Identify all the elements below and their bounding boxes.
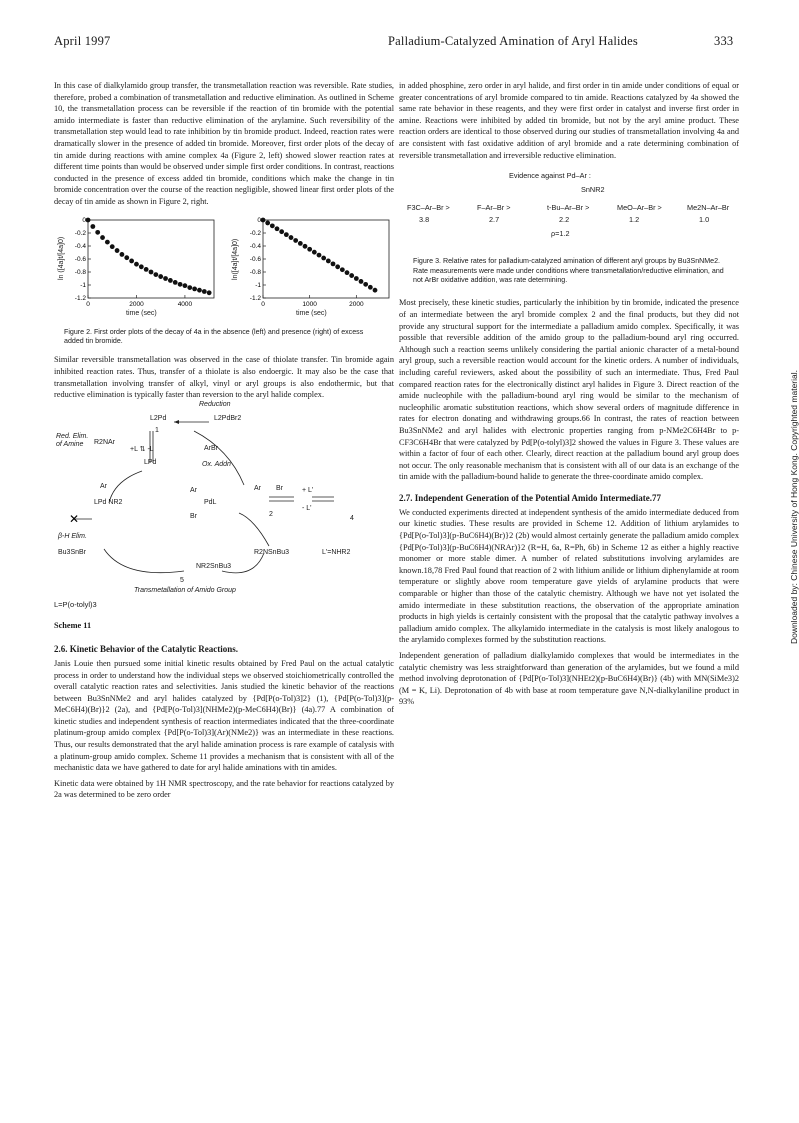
scheme-label-red-elim: Red. Elim. of Amine bbox=[56, 432, 89, 448]
scheme-species-br: Br bbox=[190, 512, 197, 520]
data-point bbox=[345, 270, 350, 275]
scheme-species-r2nar: R2NAr bbox=[94, 438, 116, 446]
paragraph: In this case of dialkylamido group transfer, the transmetallation reaction was reversible. Rate studies, therefore, probed a combination of transmetallation and reductive elimination. As outlined in Scheme 10, the transmetallation process can be reversible if the reaction of tin bromide with the potential amido intermediate is faster than reductive elimination of the arylamine. Such reversibility of the transmetallation step would lead to rate inhibition by tin bromide product. Indeed, reaction rates were dramatically slower in the presence of added tin bromide. Moreover, first order plots of the decay of tin amide during reactions with amine complex 4a (Figure 2, left) showed slower reaction rates at different time points than would be observed under simple first order conditions. In contrast, reactions conducted in the presence of excess added tin bromide, conditions which make the change in tin bromide concentration over the course of the reaction negligible, showed linear first order plots of the decay of tin amide as shown in Figure 2, right. bbox=[54, 81, 394, 206]
section-heading-2-7: 2.7. Independent Generation of the Potential Amido Intermediate.77 bbox=[399, 492, 661, 503]
data-point bbox=[187, 285, 192, 290]
scheme-species-l2pdbr2: L2PdBr2 bbox=[214, 414, 242, 422]
scheme-label-reduction: Reduction bbox=[199, 400, 231, 408]
evidence-subtitle: SnNR2 bbox=[581, 185, 605, 195]
aryl-halide-label: Me2N–Ar–Br bbox=[687, 203, 730, 213]
data-point bbox=[289, 235, 294, 240]
scheme-label-ox-addn: Ox. Addn bbox=[202, 460, 231, 468]
right-column bbox=[399, 80, 739, 708]
y-tick-label: 0 bbox=[257, 216, 261, 224]
aryl-halide-label: MeO–Ar–Br > bbox=[617, 203, 662, 213]
paragraph: Similar reversible transmetallation was observed in the case of thiolate transfer. Tin bromide again inhibited reaction rates. Thus, transfer of a thiolate is also endoergic. It may also be the case that transmetallation involving transfer of alkyl, vinyl or aryl groups is also endothermic, but that reductive elimination is typically faster than reversion to the aryl halide complex. bbox=[54, 355, 394, 400]
running-header-date: April 1997 bbox=[54, 34, 111, 48]
scheme-definition-lprime: L'=NHR2 bbox=[322, 548, 351, 556]
data-point bbox=[115, 248, 120, 253]
y-tick-label: -0.6 bbox=[74, 255, 86, 263]
scheme-species-ar: Ar bbox=[100, 482, 107, 490]
data-point bbox=[129, 258, 134, 263]
y-tick-label: -1 bbox=[255, 281, 261, 289]
data-point bbox=[163, 276, 168, 281]
relative-rate-value: 2.2 bbox=[559, 215, 570, 225]
y-tick-label: -1 bbox=[80, 281, 86, 289]
scheme-ligand-definition: L=P(o-tolyl)3 bbox=[54, 599, 97, 609]
data-point bbox=[149, 269, 154, 274]
aryl-halide-label: F3C–Ar–Br > bbox=[407, 203, 450, 213]
y-tick-label: -1.2 bbox=[74, 294, 86, 302]
data-point bbox=[359, 279, 364, 284]
scheme-species-lpd: LPd bbox=[144, 458, 157, 466]
data-point bbox=[373, 287, 378, 292]
figure-2-left-plot bbox=[54, 214, 224, 324]
evidence-title: Evidence against Pd–Ar : bbox=[509, 171, 591, 181]
data-point bbox=[120, 252, 125, 257]
data-point bbox=[279, 229, 284, 234]
scheme-label-plus-l: + L' bbox=[302, 486, 314, 494]
data-point bbox=[86, 217, 91, 222]
paragraph: Janis Louie then pursued some initial kinetic results obtained by Fred Paul on the actual catalytic process in order to understand how the individual steps we observed stoichiometrically controlled the overall catalytic reaction rates and selectivities. Janis studied the kinetic behavior of the reactions between Bu3SnNMe2 and aryl halides catalyzed by {Pd[P(o-Tol)3]2} (1), {Pd[P(o-Tol)3](p-MeC6H4)(Br)}2 (2a), and {Pd[P(o-Tol)3](NHMe2)(p-MeC6H4)(Br)} (4a).77 A combination of kinetic studies and independent synthesis of reaction intermediates indicated that the three-coordinate platinum-group amido complex {Pd[P(o-Tol)3](Ar)(NMe2)} was an intermediate in these reactions. Thus, our results demonstrated that the aryl halide amination process is rare example of catalysis with a platinum-group amido complex. Scheme 11 provides a mechanism that is consistent with all of the mechanistic data we have gathered to date for aryl halide aminations with tin amides. bbox=[54, 658, 394, 773]
data-point bbox=[307, 246, 312, 251]
scheme-11-diagram bbox=[54, 401, 394, 599]
data-point bbox=[270, 223, 275, 228]
data-point bbox=[293, 238, 298, 243]
scheme-compound-5: 5 bbox=[180, 576, 184, 584]
paragraph: in added phosphine, zero order in aryl halide, and first order in tin amide under conditions of equal or greater concentrations of aryl bromide compared to tin amide. Reactions catalyzed by 4a showed the same rate behavior in these reagents, and they were first order in catalyst and inverse first order in amine. Reactions were inhibited by added tin bromide, but not by the aryl amine product. These reaction orders are identical to those observed during our studies of transmetallation involving 4a and are consistent with fast oxidative addition of aryl bromide and a rate determining combination of reversible transmetallation and irreversible reductive elimination. bbox=[399, 81, 739, 160]
paragraph: Kinetic data were obtained by 1H NMR spectroscopy, and the rate behavior for reactions catalyzed by 2a was determined to be zero order bbox=[54, 778, 394, 800]
section-heading-2-6: 2.6. Kinetic Behavior of the Catalytic Reactions. bbox=[54, 643, 239, 654]
data-point bbox=[168, 278, 173, 283]
x-axis-label-right: time (sec) bbox=[296, 309, 327, 317]
scheme-compound-4: 4 bbox=[350, 514, 354, 522]
paragraph: We conducted experiments directed at independent synthesis of the amido intermediate deduced from our kinetic studies. These results are provided in Scheme 12. Addition of lithium arylamides to {Pd[P(o-Tol)3](p-BuC6H4)(Br)}2 (2b) would almost certainly generate the palladium amido complex {Pd[P(o-Tol)3](p-BuC6H4)(NRAr)}2 (R=H, 6a, R=Ph, 6b) in Scheme 12 as either a highly reactive monomer or more stable dimer. A number of related substitutions involving arylamides are known.18,78 Fred Paul found that reaction of 2 with lithium anilide or lithium diphenylamide at room temperature or slightly above room temperature gave yields of arylamine products that were comparable or higher than those of the catalytic chemistry. Although we have not yet isolated the amido intermediate in these substitution reactions, the observation of the appropriate amination products in high yields is certainly consistent with the proposal that the catalytic pathway involves a palladium amido complex. The alkylamido intermediate in the catalysis is most likely analogous to the arylamido complexes formed by the substitution reactions. bbox=[399, 507, 739, 645]
scheme-compound-2: 2 bbox=[269, 510, 273, 518]
y-tick-label: -0.2 bbox=[74, 229, 86, 237]
figure-2-right-plot bbox=[229, 214, 399, 324]
data-point bbox=[312, 249, 317, 254]
scheme-compound-1: 1 bbox=[155, 426, 159, 434]
figure-3-diagram bbox=[399, 171, 739, 253]
scheme-species-pdl: PdL bbox=[204, 498, 217, 506]
data-point bbox=[303, 243, 308, 248]
scheme-species-lpd-nr2: LPd NR2 bbox=[94, 498, 123, 506]
scheme-label-ligand: +L ⇅ -L bbox=[130, 445, 154, 453]
figure-2-caption: Figure 2. First order plots of the decay of 4a in the absence (left) and presence (right) of excess added tin bromide. bbox=[64, 327, 364, 345]
data-point bbox=[202, 289, 207, 294]
x-tick-label: 0 bbox=[261, 300, 265, 308]
x-tick-label: 1000 bbox=[302, 300, 317, 308]
data-point bbox=[178, 281, 183, 286]
data-point bbox=[153, 272, 158, 277]
data-point bbox=[349, 273, 354, 278]
scheme-species-bu3snbr: Bu3SnBr bbox=[58, 548, 87, 556]
x-tick-label: 2000 bbox=[349, 300, 364, 308]
x-tick-label: 2000 bbox=[129, 300, 144, 308]
data-point bbox=[317, 252, 322, 257]
y-tick-label: -1.2 bbox=[249, 294, 261, 302]
x-tick-label: 0 bbox=[86, 300, 90, 308]
y-tick-label: -0.8 bbox=[249, 268, 261, 276]
relative-rate-value: 1.2 bbox=[629, 215, 640, 225]
y-tick-label: -0.4 bbox=[249, 242, 261, 250]
data-point bbox=[197, 287, 202, 292]
paragraph: Independent generation of palladium dialkylamido complexes that would be intermediates in the catalytic chemistry was less straightforward than generation of the arylamides, but we found a mild method involving deprotonation of {Pd[P(o-Tol)3](NHEt2)(p-BuC6H4)(Br)} (4b) with MN(SiMe3)2 (M = K, Li). Deprotonation of 4b with base at room temperature gave N,N-dialkylaniline product in 93% bbox=[399, 651, 739, 707]
y-tick-label: -0.6 bbox=[249, 255, 261, 263]
x-tick-label: 4000 bbox=[177, 300, 193, 308]
data-point bbox=[173, 280, 178, 285]
x-axis-label-left: time (sec) bbox=[126, 309, 157, 317]
scheme-11-label: Scheme 11 bbox=[54, 621, 92, 631]
data-point bbox=[335, 264, 340, 269]
y-tick-label: 0 bbox=[82, 216, 86, 224]
download-watermark: Downloaded by: Chinese University of Hong Kong. Copyrighted material. bbox=[789, 370, 799, 645]
scheme-species-ar: Ar bbox=[254, 484, 261, 492]
scheme-species-r2nsnbu3: R2NSnBu3 bbox=[254, 548, 290, 556]
relative-rate-value: 1.0 bbox=[699, 215, 710, 225]
data-point bbox=[261, 217, 266, 222]
figure-2 bbox=[54, 214, 394, 324]
data-point bbox=[265, 220, 270, 225]
plot-left-group bbox=[75, 217, 214, 308]
y-tick-label: -0.2 bbox=[249, 229, 261, 237]
scheme-label-transmetallation: Transmetallation of Amido Group bbox=[134, 586, 236, 594]
data-point bbox=[158, 274, 163, 279]
data-point bbox=[321, 255, 326, 260]
data-point bbox=[298, 241, 303, 246]
data-point bbox=[144, 267, 149, 272]
data-point bbox=[110, 244, 115, 249]
scheme-species-l2pd: L2Pd bbox=[150, 414, 167, 422]
data-point bbox=[340, 267, 345, 272]
paragraph: Most precisely, these kinetic studies, particularly the inhibition by tin bromide, indicated the presence of an intermediate between the aryl bromide complex 2 and the final products, but they did not provide any structural support for the intermediate a palladium amido complex. Specifically, it was possible that reversible addition of the amido group to the palladium-bound aryl ring occurred. Although such a reaction seems unlikely considering the partial anionic character of a metal-bound aryl group, such a reversible reaction would account for the kinetic orders. A number of individuals, including careful reviewers, asked about the possibility of such an intermediate. Thus, Fred Paul compared reaction rates for the electronically distinct aryl halides in Figure 3. Direct reaction of the amide nucleophile with the palladium-bound aryl ring would be similar to the mechanism of nucleophilic aromatic substitution reactions, which show several orders of magnitude difference in rates for electron donating and withdrawing groups.66 In contrast, the rates of reaction between Bu3SnNMe2 and aryl halides with electronic properties ranging from p-NMe2C6H4Br to p-CF3C6H4Br that were catalyzed by Pd[P(o-tolyl)3]2 showed the values in Figure 3. These values are within a factor of four of each other. Clearly, direct reaction at the palladium bound aryl group does not occur. The only reasonable mechanism that is consistent with all of our data is an exchange of the tin amide with the palladium-bound halide to generate the three-coordinate amido complex. bbox=[399, 298, 739, 482]
plot-right-group bbox=[250, 217, 389, 308]
page-number: 333 bbox=[714, 34, 734, 48]
rho-value: ρ=1.2 bbox=[551, 229, 570, 239]
scheme-species-arbr: ArBr bbox=[204, 444, 218, 452]
y-tick-label: -0.8 bbox=[74, 268, 86, 276]
data-point bbox=[207, 290, 212, 295]
scheme-species-br: Br bbox=[276, 484, 283, 492]
plot-frame bbox=[88, 220, 214, 298]
data-point bbox=[368, 284, 373, 289]
data-point bbox=[331, 261, 336, 266]
data-point bbox=[139, 264, 144, 269]
y-tick-label: -0.4 bbox=[74, 242, 86, 250]
left-column bbox=[54, 80, 394, 801]
data-point bbox=[275, 226, 280, 231]
relative-rate-value: 3.8 bbox=[419, 215, 430, 225]
figure-3-caption: Figure 3. Relative rates for palladium-catalyzed amination of different aryl groups by Bu3SnNMe2. Rate measurements were made under conditions where transmetallation/reductive elimination, and not ArBr oxidative addition, was rate determining. bbox=[413, 257, 724, 284]
data-point bbox=[105, 239, 110, 244]
y-axis-label-right: ln([4a]t/[4a]0) bbox=[232, 238, 239, 280]
scheme-species-nr2snbu3: NR2SnBu3 bbox=[196, 562, 232, 570]
data-point bbox=[90, 224, 95, 229]
data-point bbox=[124, 255, 129, 260]
data-point bbox=[183, 283, 188, 288]
data-point bbox=[95, 229, 100, 234]
data-point bbox=[192, 286, 197, 291]
scheme-species-ar: Ar bbox=[190, 486, 197, 494]
data-point bbox=[100, 235, 105, 240]
blocked-mark: ✕ bbox=[69, 511, 80, 526]
relative-rate-value: 2.7 bbox=[489, 215, 500, 225]
running-header-title: Palladium-Catalyzed Amination of Aryl Halides bbox=[388, 34, 638, 48]
data-point bbox=[354, 276, 359, 281]
scheme-label-beta-h: β-H Elim. bbox=[58, 532, 87, 540]
data-point bbox=[284, 232, 289, 237]
aryl-halide-label: F–Ar–Br > bbox=[477, 203, 511, 213]
scheme-label-minus-l: - L' bbox=[302, 504, 312, 512]
data-point bbox=[134, 261, 139, 266]
data-point bbox=[363, 281, 368, 286]
y-axis-label-left: ln ([4a]t/[4a]0) bbox=[58, 236, 65, 280]
data-point bbox=[326, 258, 331, 263]
aryl-halide-label: t-Bu–Ar–Br > bbox=[547, 203, 590, 213]
